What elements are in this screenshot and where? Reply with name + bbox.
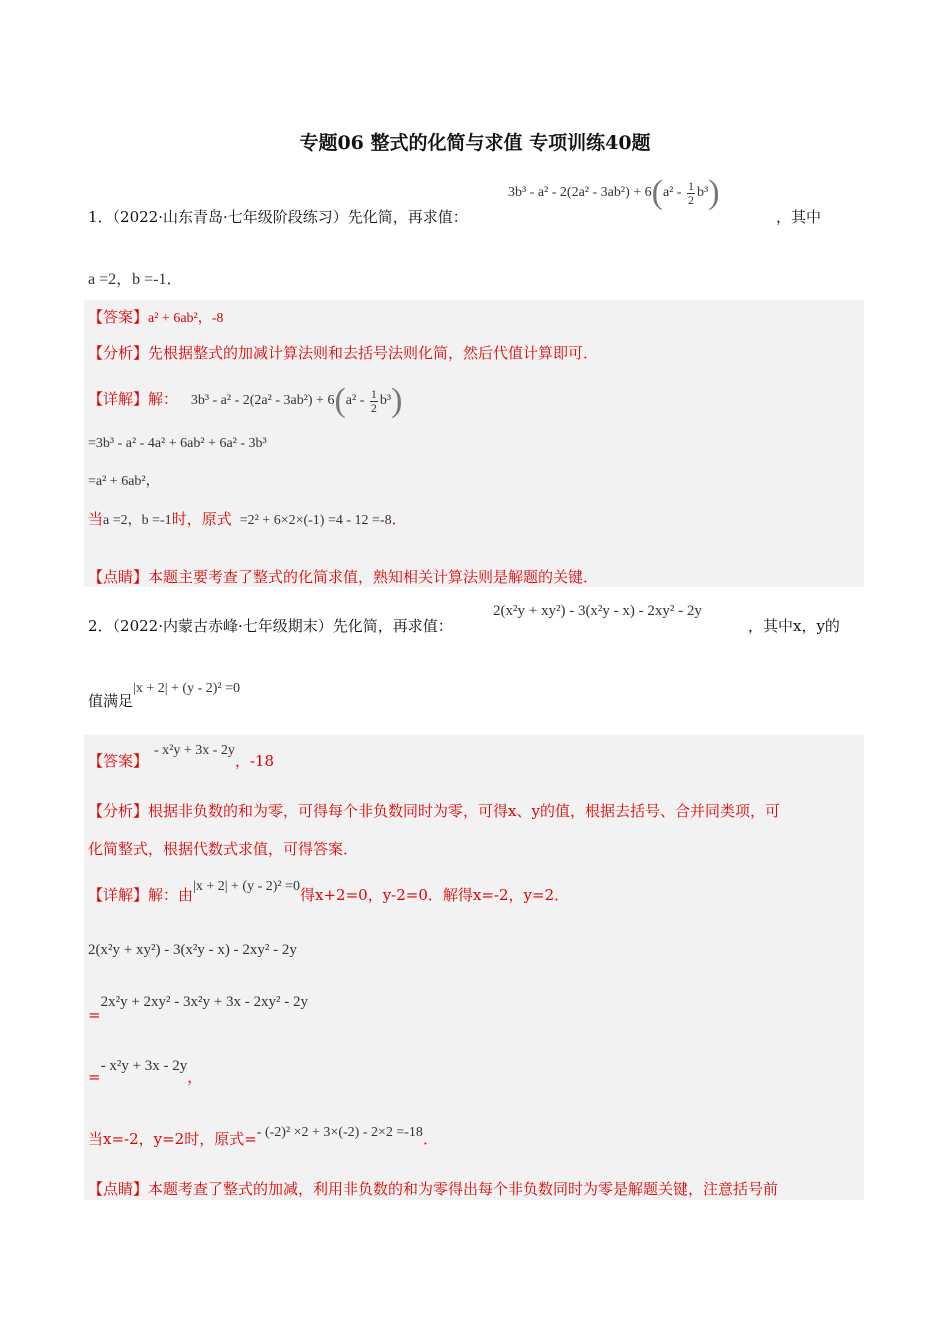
q1-step3: 当a =2，b =-1时，原式 =2² + 6×2×(-1) =4 - 12 =-8．	[88, 510, 407, 528]
page-title: 专题06 整式的化简与求值 专项训练40题	[299, 132, 651, 154]
q2-condition: 值满足|x + 2| + (y - 2)² =0	[88, 681, 240, 710]
q1-comment: 【点睛】本题主要考查了整式的化简求值，熟知相关计算法则是解题的关键．	[88, 568, 599, 586]
q1-answer: 【答案】a² + 6ab²，-8	[88, 308, 224, 326]
q2-expression: 2(x²y + xy²) - 3(x²y - x) - 2xy² - 2y	[493, 603, 702, 619]
q1-expression: 3b³ - a² - 2(2a² - 3ab²) + 6(a² - $\frac{1}{2}$ b³)	[508, 174, 720, 211]
q2-answer: 【答案】- x²y + 3x - 2y，-18	[88, 743, 275, 770]
q1-step2: =a² + 6ab²，	[88, 474, 160, 489]
q2-step1: =2x²y + 2xy² - 3x²y + 3x - 2xy² - 2y	[88, 994, 308, 1024]
q1-condition: a =2，b =-1．	[88, 271, 183, 288]
q2-detail: 【详解】解：由|x + 2| + (y - 2)² =0得x+2=0，y-2=0．解得x=-2，y=2．	[88, 879, 570, 904]
q1-analysis: 【分析】先根据整式的加减计算法则和去括号法则化简，然后代值计算即可．	[88, 344, 599, 362]
q2-stem: 2．（2022·内蒙古赤峰·七年级期末）先化简，再求值：	[88, 617, 453, 635]
q1-detail: 【详解】解： 3b³ - a² - 2(2a² - 3ab²) + 6(a² - $\frac{1}{2}$ b³)	[88, 382, 403, 419]
q1-stem-prefix: 1．（2022·山东青岛·七年级阶段练习）先化简，再求值：	[88, 208, 468, 226]
q2-step2: =- x²y + 3x - 2y，	[88, 1058, 203, 1086]
q1-expr-part1: 3b³ - a² - 2(2a² - 3ab²) + 6	[508, 185, 652, 201]
q2-step3: 当x=-2，y=2时，原式=- (-2)² ×2 + 3×(-2) - 2×2 =-18．	[88, 1125, 438, 1148]
q2-analysis-line2: 化简整式，根据代数式求值，可得答案．	[88, 840, 359, 858]
q1-step1: =3b³ - a² - 4a² + 6ab² + 6a² - 3b³	[88, 436, 267, 451]
q1-fraction: $\frac{1}{2}$	[688, 178, 695, 207]
q1-stem	[88, 206, 468, 227]
q1-stem-suffix: ，其中	[776, 208, 822, 226]
q2-comment: 【点睛】本题考查了整式的加减，利用非负数的和为零得出每个非负数同时为零是解题关键，注意括号前	[88, 1180, 779, 1198]
q1-answer-value: a² + 6ab²，-8	[148, 311, 224, 326]
q2-step0: 2(x²y + xy²) - 3(x²y - x) - 2xy² - 2y	[88, 942, 297, 958]
q2-stem-suffix: ，其中x，y的	[748, 617, 840, 635]
q2-analysis-line1: 【分析】根据非负数的和为零，可得每个非负数同时为零，可得x、y的值，根据去括号、合并同类项，可	[88, 802, 780, 820]
